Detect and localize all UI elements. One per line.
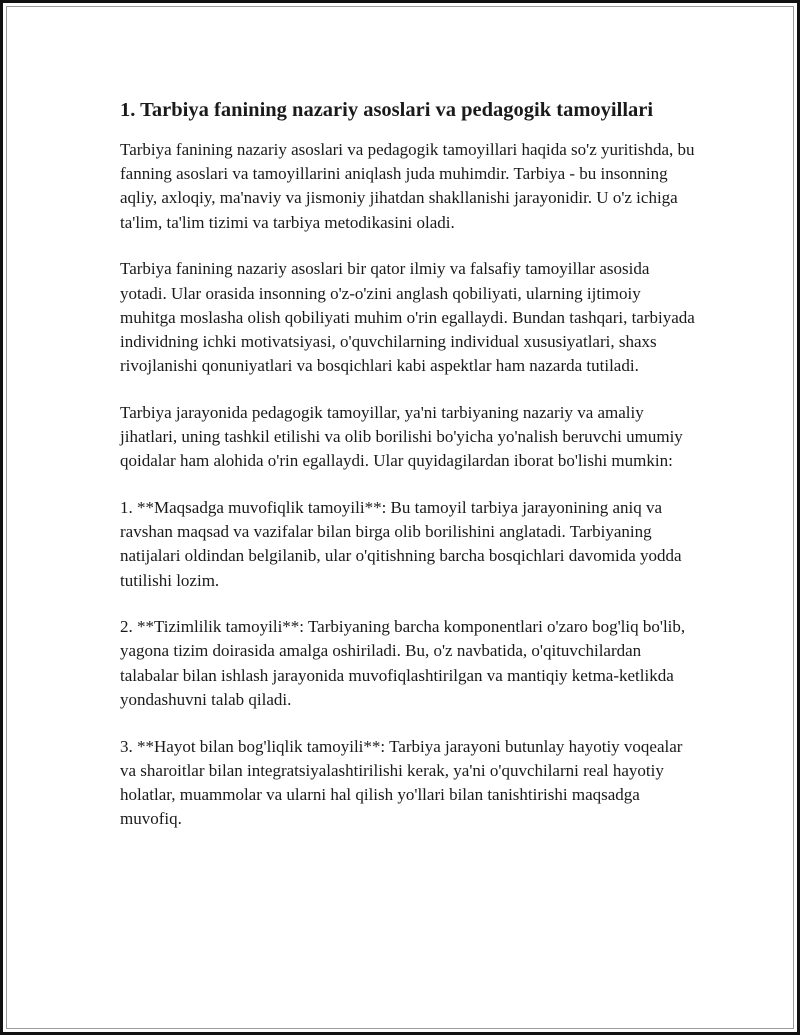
list-item-principle-2: 2. **Tizimlilik tamoyili**: Tarbiyaning barcha komponentlari o'zaro bog'liq bo'lib, yagona tizim doirasida amalga oshiriladi. Bu, o'z navbatida, o'qituvchilardan talabalar bilan ishlash jarayonida muvofiqlashtirilgan va mantiqiy ketma-ketlikda yondashuvni talab qiladi.: [120, 617, 686, 709]
list-item-principle-3: 3. **Hayot bilan bog'liqlik tamoyili**: Tarbiya jarayoni butunlay hayotiy voqealar va sharoitlar bilan integratsiyalashtirilishi kerak, ya'ni o'quvchilarni real hayotiy holatlar, muammolar va ularni hal qilish yo'llari bilan tanishtirishi maqsadga muvofiq.: [120, 736, 683, 829]
document-title: 1. Tarbiya fanining nazariy asoslari va pedagogik tamoyillari: [120, 99, 654, 121]
paragraph-pedagogical-principles: Tarbiya jarayonida pedagogik tamoyillar, ya'ni tarbiyaning nazariy va amaliy jihatlari, uning tashkil etilishi va olib borilishi bo'yicha yo'nalish beruvchi umumiy qoidalar ham alohida o'rin egallaydi. Ular quyidagilardan iborat bo'lishi mumkin:: [120, 402, 683, 471]
paragraph-theoretical-foundations: Tarbiya fanining nazariy asoslari bir qator ilmiy va falsafiy tamoyillar asosida yotadi. Ular orasida insonning o'z-o'zini anglash qobiliyati, ularning ijtimoiy muhitga moslasha olish qobiliyati muhim o'rin egallaydi. Bundan tashqari, tarbiyada individning ichki motivatsiyasi, o'quvchilarning individual xususiyatlari, shaxs rivojlanishi qonuniyatlari va bosqichlari kabi aspektlar ham nazarda tutiladi.: [120, 259, 695, 376]
paragraph-intro: Tarbiya fanining nazariy asoslari va pedagogik tamoyillari haqida so'z yuritishda, bu fanning asoslari va tamoyillarini aniqlash juda muhimdir. Tarbiya - bu insonning aqliy, axloqiy, ma'naviy va jismoniy jihatdan shakllanishi jarayonidir. U o'z ichiga ta'lim, ta'lim tizimi va tarbiya metodikasini oladi.: [120, 140, 695, 232]
list-item-principle-1: 1. **Maqsadga muvofiqlik tamoyili**: Bu tamoyil tarbiya jarayonining aniq va ravshan maqsad va vazifalar bilan birga olib borilishini anglatadi. Tarbiyaning natijalari oldindan belgilanib, ular o'qitishning barcha bosqichlari davomida yodda tutilishi lozim.: [120, 497, 682, 590]
document-body: [120, 96, 700, 854]
